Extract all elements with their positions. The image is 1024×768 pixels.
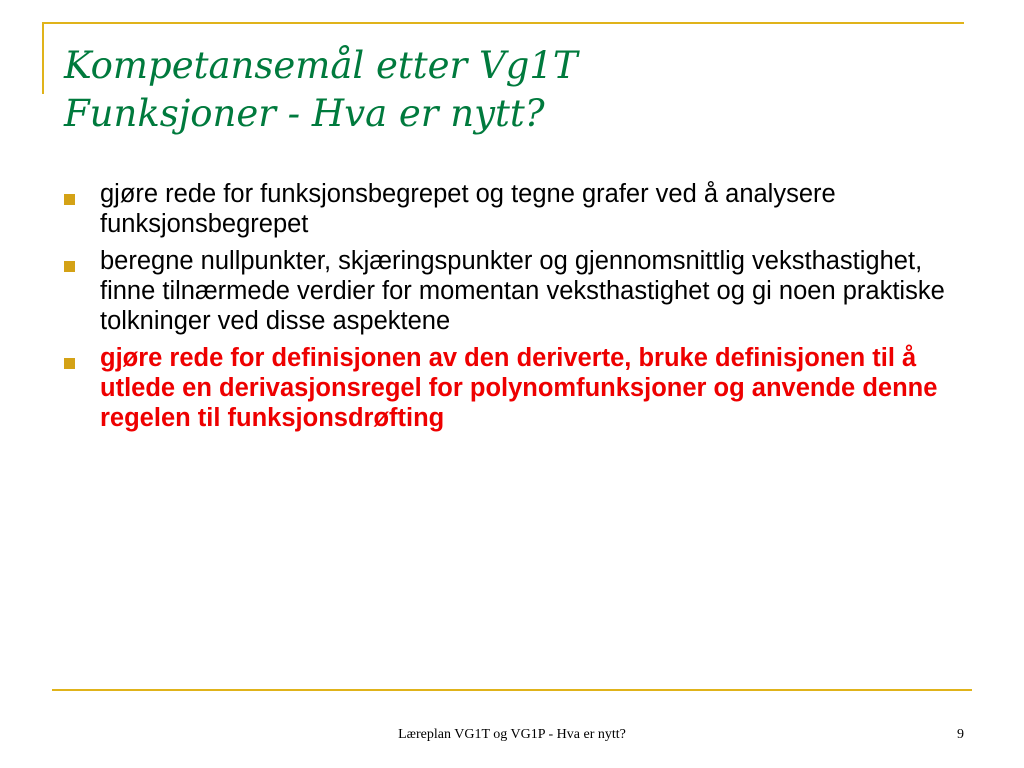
- bullet-text: beregne nullpunkter, skjæringspunkter og gjennomsnittlig veksthastighet, finne tilnærmede verdier for momentan veksthastighet og gi noen praktiske tolkninger ved disse aspektene: [100, 247, 945, 335]
- square-bullet-icon: [64, 261, 75, 272]
- bullet-text: gjøre rede for funksjonsbegrepet og tegne grafer ved å analysere funksjonsbegrepet: [100, 180, 836, 238]
- slide-frame-top-rule: [42, 22, 964, 24]
- page-number: 9: [957, 727, 964, 742]
- footer-text: Læreplan VG1T og VG1P - Hva er nytt?: [398, 727, 626, 742]
- bullet-item-function-concept: [58, 179, 958, 239]
- slide-frame-left-rule: [42, 22, 44, 94]
- bullet-text: gjøre rede for definisjonen av den deriverte, bruke definisjonen til å utlede en derivasjonsregel for polynomfunksjoner og anvende denne regelen til funksjonsdrøfting: [100, 344, 938, 432]
- slide-title-line-1: Kompetansemål etter Vg1T: [64, 44, 578, 87]
- footer-rule: [52, 689, 972, 691]
- bullet-item-zero-points: [58, 246, 958, 336]
- bullet-list: [58, 179, 958, 440]
- bullet-item-derivative-highlighted: [58, 343, 958, 433]
- square-bullet-icon: [64, 194, 75, 205]
- slide-title-line-2: Funksjoner - Hva er nytt?: [64, 92, 545, 135]
- square-bullet-icon: [64, 358, 75, 369]
- slide-title: [64, 42, 578, 138]
